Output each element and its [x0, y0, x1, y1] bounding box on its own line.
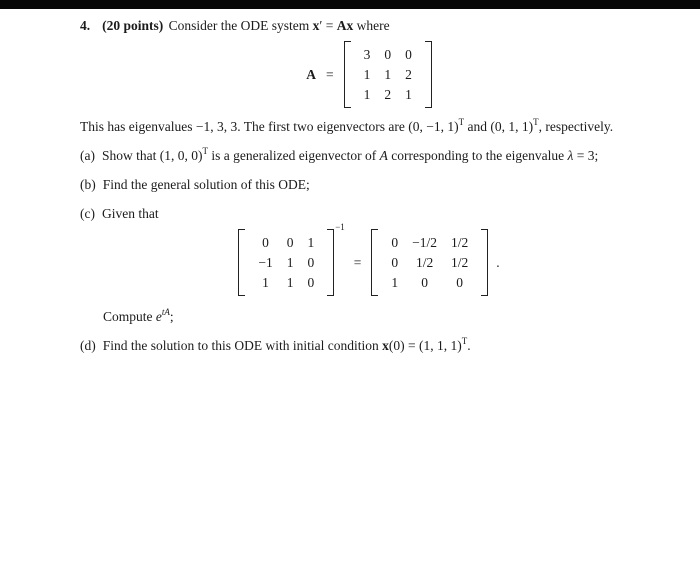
matrix-cell: 1	[384, 67, 392, 82]
matrix-cell: 0	[307, 255, 315, 270]
transpose-sup: T	[458, 116, 465, 127]
matrix-cell: 1	[307, 235, 315, 250]
matrix-cell: 0	[384, 47, 392, 62]
transpose-sup: T	[533, 116, 539, 127]
right-bracket	[425, 41, 432, 108]
part-d: (d) Find the solution to this ODE with initial condition x(0) = (1, 1, 1)$^T$.	[80, 335, 471, 353]
matrix-cell: 0	[421, 275, 428, 290]
matrix-cell: 1/2	[415, 255, 434, 270]
matrix-P	[238, 229, 334, 296]
matrix-cell: −1	[258, 255, 273, 270]
matrix-cell: 3	[363, 47, 371, 62]
equals-sign: =	[353, 254, 362, 270]
matrix-vector-Ax: Ax	[336, 18, 354, 33]
matrix-cell: 1	[391, 275, 399, 290]
matrix-cell: 1/2	[451, 235, 469, 250]
matrix-A	[344, 41, 432, 108]
matrix-cell: 0	[405, 47, 412, 62]
matrix-with-exponent: 0 0 1 −1 1 0 1 1 0 $^{-1}$	[238, 229, 343, 296]
vector-x: x	[382, 338, 389, 353]
matrix-cell: 0	[391, 235, 399, 250]
intro-text: Consider the ODE system	[168, 18, 310, 33]
matrix-cell: 2	[405, 67, 412, 82]
left-bracket	[344, 41, 351, 108]
matrix-cell: 1/2	[451, 255, 469, 270]
exp-tA-sup: tA	[161, 306, 170, 317]
window-top-bar	[0, 0, 700, 9]
right-bracket	[481, 229, 488, 296]
left-bracket	[371, 229, 378, 296]
intro-eq: ′ =	[319, 18, 337, 33]
period: .	[496, 254, 500, 270]
matrix-A-display	[80, 41, 658, 108]
matrix-A-label: A	[306, 66, 316, 82]
matrix-cell: 0	[456, 275, 464, 290]
matrix-cell: 1	[363, 87, 371, 102]
compute-line: Compute $e^{tA}$;	[103, 306, 174, 324]
problem-points: (20 points)	[102, 18, 164, 33]
inverse-matrix-display	[80, 222, 658, 300]
matrix-cell: 0	[286, 235, 294, 250]
transpose-sup: T	[202, 145, 208, 156]
document-page	[0, 9, 700, 356]
matrix-cell: 1	[262, 275, 269, 290]
eigenvalues-paragraph: This has eigenvalues −1, 3, 3. The first two eigenvectors are (0, −1, 1)$^T$ and (0, 1, 1)$^T$, respectively.	[80, 116, 614, 134]
matrix-cell: 0	[262, 235, 269, 250]
matrix-P-inverse	[371, 229, 488, 296]
lambda-symbol: λ	[567, 148, 574, 163]
part-b-label: (b)	[80, 177, 96, 192]
part-c-label: (c)	[80, 206, 95, 221]
problem-number: 4.	[80, 18, 91, 33]
left-bracket	[238, 229, 245, 296]
transpose-sup: T	[461, 335, 468, 346]
matrix-cell: 1	[405, 87, 412, 102]
vector-x: x	[312, 18, 320, 33]
part-a: (a) Show that (1, 0, 0)$^T$ is a generalized eigenvector of A corresponding to the eigenvalue λ = 3;	[80, 145, 599, 163]
exp-e-symbol: e	[155, 309, 162, 324]
equals-sign: =	[325, 66, 334, 82]
matrix-cell: 1	[286, 255, 294, 270]
matrix-cell: 2	[384, 87, 392, 102]
matrix-A-symbol: A	[379, 148, 388, 163]
matrix-cell: −1/2	[412, 235, 438, 250]
part-c: (c) Given that	[80, 206, 159, 221]
part-a-label: (a)	[80, 148, 95, 163]
intro-where: where	[353, 18, 390, 33]
matrix-cell: 0	[391, 255, 399, 270]
part-d-label: (d)	[80, 338, 96, 353]
matrix-cell: 0	[307, 275, 315, 290]
matrix-cell: 1	[363, 67, 371, 82]
part-b: (b) Find the general solution of this ODE;	[80, 177, 310, 192]
problem-header	[80, 16, 658, 36]
matrix-cell: 1	[286, 275, 294, 290]
right-bracket	[327, 229, 334, 296]
